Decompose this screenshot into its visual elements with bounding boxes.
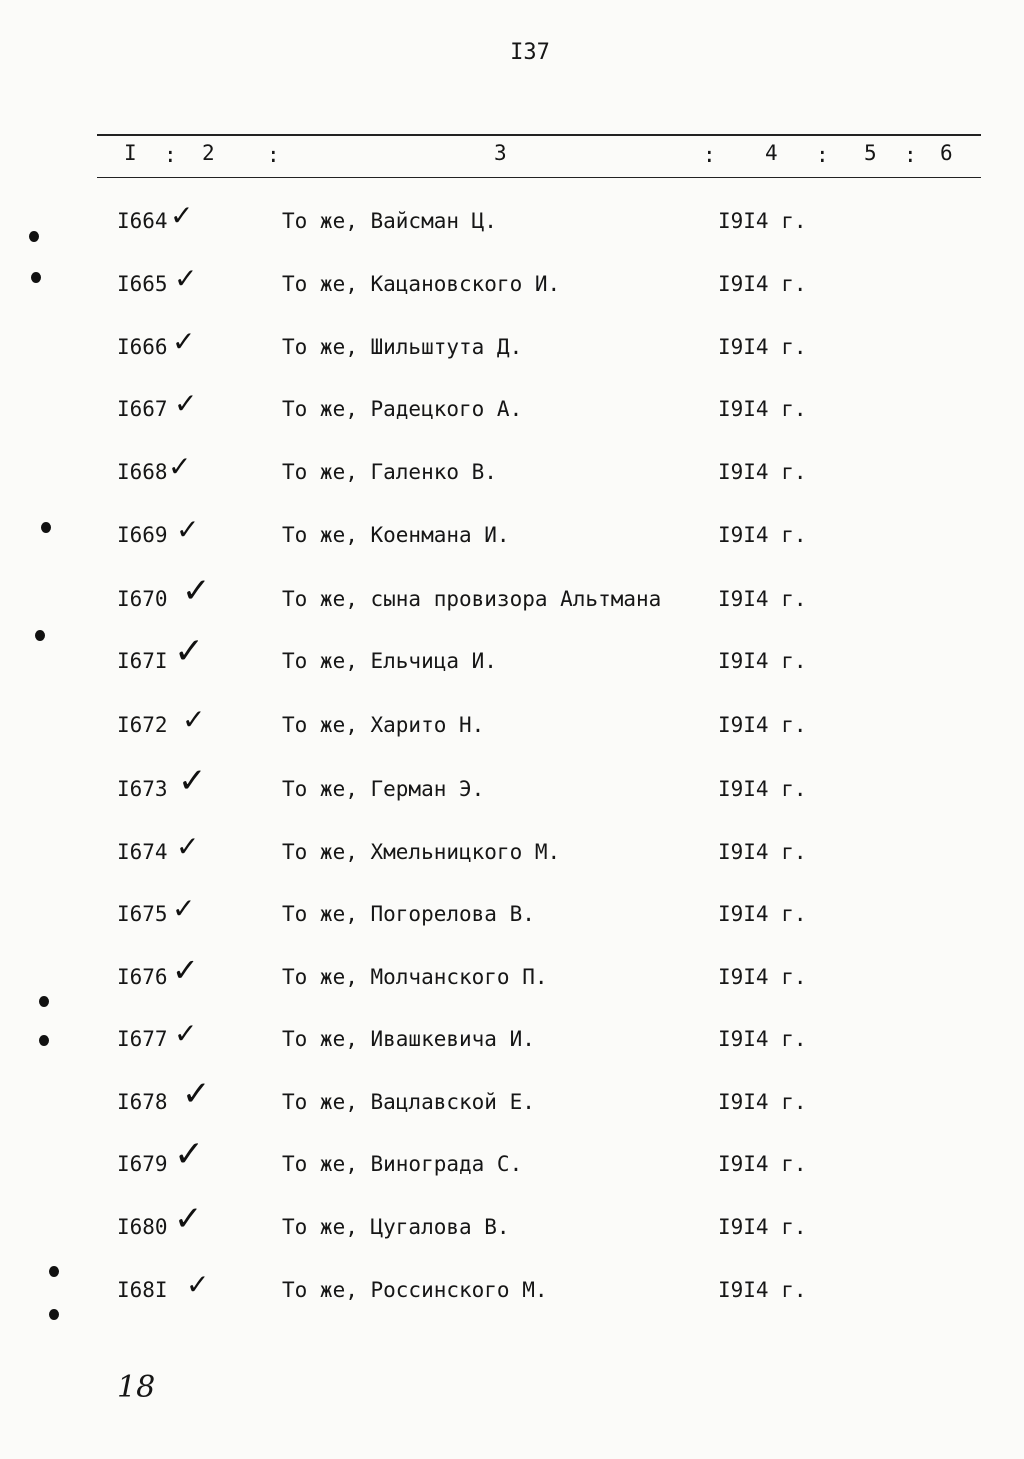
- item-description: То же, Погорелова В.: [282, 902, 535, 926]
- binding-hole: [39, 996, 49, 1007]
- item-description: То же, Хмельницкого М.: [282, 840, 561, 864]
- table-row: [0, 1199, 1024, 1255]
- item-year: I9I4 г.: [718, 397, 807, 421]
- item-number: I664: [117, 209, 168, 233]
- item-number: I677: [117, 1027, 168, 1051]
- binding-hole: [29, 231, 39, 242]
- check-mark-icon: ✓: [174, 1199, 203, 1239]
- table-row: [0, 1134, 1024, 1192]
- table-row: [0, 892, 1024, 942]
- item-description: То же, Винограда С.: [282, 1152, 523, 1176]
- table-row: [0, 830, 1024, 880]
- table-row: [0, 199, 1024, 249]
- column-separator: :: [267, 143, 280, 167]
- item-year: I9I4 г.: [718, 1278, 807, 1302]
- page-number: I37: [510, 40, 550, 65]
- item-number: I667: [117, 397, 168, 421]
- table-row: [0, 387, 1024, 437]
- column-header-6: 6: [940, 141, 953, 165]
- table-header-rule: [97, 177, 981, 178]
- binding-hole: [41, 522, 51, 533]
- item-description: То же, Вайсман Ц.: [282, 209, 497, 233]
- check-mark-icon: ✓: [182, 703, 206, 736]
- table-row: [0, 1074, 1024, 1130]
- check-mark-icon: ✓: [176, 513, 200, 546]
- item-description: То же, Вацлавской Е.: [282, 1090, 535, 1114]
- item-description: То же, Галенко В.: [282, 460, 497, 484]
- item-year: I9I4 г.: [718, 460, 807, 484]
- check-mark-icon: ✓: [172, 951, 199, 989]
- check-mark-icon: ✓: [174, 1017, 198, 1050]
- item-number: I678: [117, 1090, 168, 1114]
- column-header-2: 2: [202, 141, 215, 165]
- item-description: То же, Россинского М.: [282, 1278, 548, 1302]
- binding-hole: [39, 1035, 49, 1046]
- item-year: I9I4 г.: [718, 777, 807, 801]
- table-row: [0, 571, 1024, 627]
- item-year: I9I4 г.: [718, 713, 807, 737]
- check-mark-icon: ✓: [168, 450, 192, 483]
- check-mark-icon: ✓: [182, 1074, 211, 1114]
- table-top-rule: [97, 134, 981, 136]
- table-row: [0, 1268, 1024, 1318]
- item-description: То же, Шильштута Д.: [282, 335, 523, 359]
- check-mark-icon: ✓: [182, 571, 211, 611]
- item-year: I9I4 г.: [718, 1215, 807, 1239]
- table-row: [0, 325, 1024, 375]
- item-number: I674: [117, 840, 168, 864]
- item-year: I9I4 г.: [718, 840, 807, 864]
- item-number: I666: [117, 335, 168, 359]
- item-number: I669: [117, 523, 168, 547]
- column-separator: :: [816, 143, 829, 167]
- item-description: То же, Цугалова В.: [282, 1215, 510, 1239]
- binding-hole: [31, 272, 41, 283]
- item-year: I9I4 г.: [718, 1090, 807, 1114]
- table-row: [0, 761, 1024, 817]
- check-mark-icon: ✓: [174, 387, 198, 420]
- item-description: То же, Ельчица И.: [282, 649, 497, 673]
- item-year: I9I4 г.: [718, 1152, 807, 1176]
- column-header-5: 5: [864, 141, 877, 165]
- item-number: I67I: [117, 649, 168, 673]
- binding-hole: [35, 630, 45, 641]
- column-header-1: I: [124, 141, 137, 165]
- item-number: I670: [117, 587, 168, 611]
- table-row: [0, 450, 1024, 500]
- item-year: I9I4 г.: [718, 272, 807, 296]
- item-number: I675: [117, 902, 168, 926]
- item-year: I9I4 г.: [718, 209, 807, 233]
- item-year: I9I4 г.: [718, 649, 807, 673]
- item-year: I9I4 г.: [718, 902, 807, 926]
- check-mark-icon: ✓: [170, 199, 194, 232]
- item-description: То же, сына провизора Альтмана: [282, 587, 662, 611]
- check-mark-icon: ✓: [174, 631, 205, 672]
- table-row: [0, 631, 1024, 689]
- check-mark-icon: ✓: [172, 325, 196, 358]
- item-description: То же, Радецкого А.: [282, 397, 523, 421]
- check-mark-icon: ✓: [178, 761, 207, 801]
- item-number: I665: [117, 272, 168, 296]
- check-mark-icon: ✓: [174, 1134, 205, 1175]
- item-number: I673: [117, 777, 168, 801]
- table-row: [0, 1017, 1024, 1067]
- check-mark-icon: ✓: [186, 1268, 210, 1301]
- item-description: То же, Харито Н.: [282, 713, 485, 737]
- item-description: То же, Коенмана И.: [282, 523, 510, 547]
- item-number: I676: [117, 965, 168, 989]
- item-number: I68I: [117, 1278, 168, 1302]
- table-row: [0, 951, 1024, 1005]
- binding-hole: [49, 1266, 59, 1277]
- item-number: I668: [117, 460, 168, 484]
- table-row: [0, 703, 1024, 753]
- item-year: I9I4 г.: [718, 587, 807, 611]
- item-year: I9I4 г.: [718, 335, 807, 359]
- column-separator: :: [904, 143, 917, 167]
- item-year: I9I4 г.: [718, 1027, 807, 1051]
- check-mark-icon: ✓: [174, 262, 198, 295]
- check-mark-icon: ✓: [176, 830, 200, 863]
- handwritten-folio-number: 18: [117, 1370, 156, 1405]
- item-number: I672: [117, 713, 168, 737]
- item-year: I9I4 г.: [718, 965, 807, 989]
- item-number: I680: [117, 1215, 168, 1239]
- table-row: [0, 262, 1024, 312]
- column-header-4: 4: [765, 141, 778, 165]
- column-separator: :: [164, 143, 177, 167]
- binding-hole: [49, 1309, 59, 1320]
- column-header-3: 3: [494, 141, 507, 165]
- item-description: То же, Кацановского И.: [282, 272, 561, 296]
- item-description: То же, Герман Э.: [282, 777, 485, 801]
- table-row: [0, 513, 1024, 563]
- item-description: То же, Ивашкевича И.: [282, 1027, 535, 1051]
- item-year: I9I4 г.: [718, 523, 807, 547]
- column-separator: :: [703, 143, 716, 167]
- item-number: I679: [117, 1152, 168, 1176]
- check-mark-icon: ✓: [172, 892, 196, 925]
- item-description: То же, Молчанского П.: [282, 965, 548, 989]
